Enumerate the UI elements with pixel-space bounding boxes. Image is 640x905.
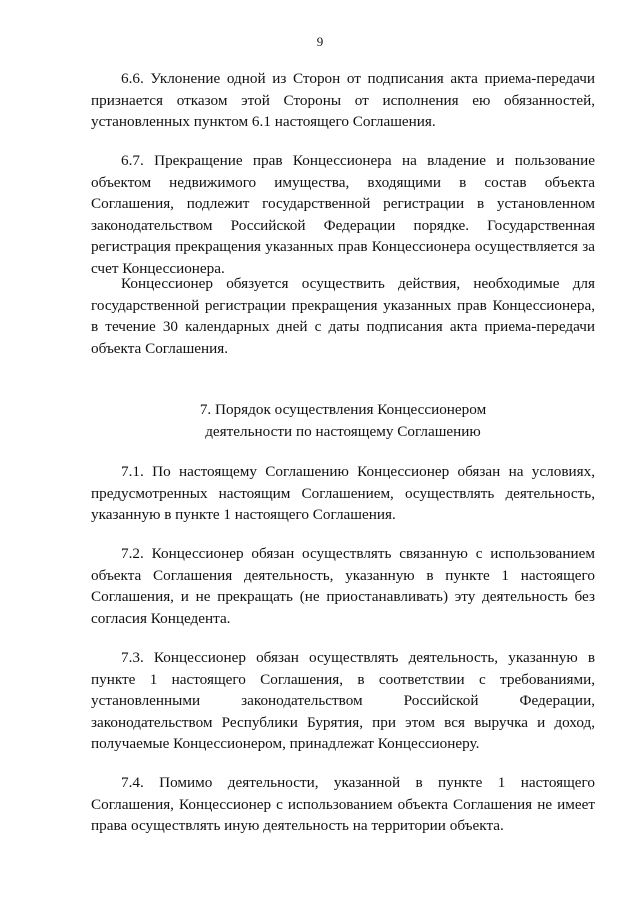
section-7-heading-line-1: 7. Порядок осуществления Концессионером [199,401,487,418]
paragraph-7-4: 7.4. Помимо деятельности, указанной в пункте 1 настоящего Соглашения, Концессионер с использованием объекта Соглашения не имеет права осуществлять иную деятельность на территории объекта. [91,774,595,834]
paragraph-7-3: 7.3. Концессионер обязан осуществлять деятельность, указанную в пункте 1 настоящего Соглашения, в соответствии с требованиями, установленными законодательством Российской Федерации, законодательством Республики Бурятия, при этом вся выручка и доход, получаемые Концессионером, принадлежат Концессионеру. [91,649,595,752]
section-7-heading [91,399,595,442]
paragraph-6-7-obligation: Концессионер обязуется осуществить действия, необходимые для государственной регистрации прекращения указанных прав Концессионера, в течение 30 календарных дней с даты подписания акта приема-передачи объекта Соглашения. [91,275,595,357]
paragraph-6-7: 6.7. Прекращение прав Концессионера на владение и пользование объектом недвижимого имущества, входящими в состав объекта Соглашения, подлежит государственной регистрации в установленном законодательством Российской Федерации порядке. Государственная регистрация прекращения указанных прав Концессионера осуществляется за счет Концессионера. [91,152,595,277]
paragraph-6-6: 6.6. Уклонение одной из Сторон от подписания акта приема-передачи признается отказом этой Стороны от исполнения ею обязанностей, установленных пунктом 6.1 настоящего Соглашения. [91,70,595,130]
paragraph-7-1: 7.1. По настоящему Соглашению Концессионер обязан на условиях, предусмотренных настоящим Соглашением, осуществлять деятельность, указанную в пункте 1 настоящего Соглашения. [91,463,595,523]
section-7-heading-line-2: деятельности по настоящему Соглашению [205,422,481,440]
page-number: 9 [316,34,324,49]
paragraph-7-2: 7.2. Концессионер обязан осуществлять связанную с использованием объекта Соглашения деятельность, указанную в пункте 1 настоящего Соглашения, и не прекращать (не приостанавливать) эту деятельность без согласия Концедента. [91,545,595,627]
